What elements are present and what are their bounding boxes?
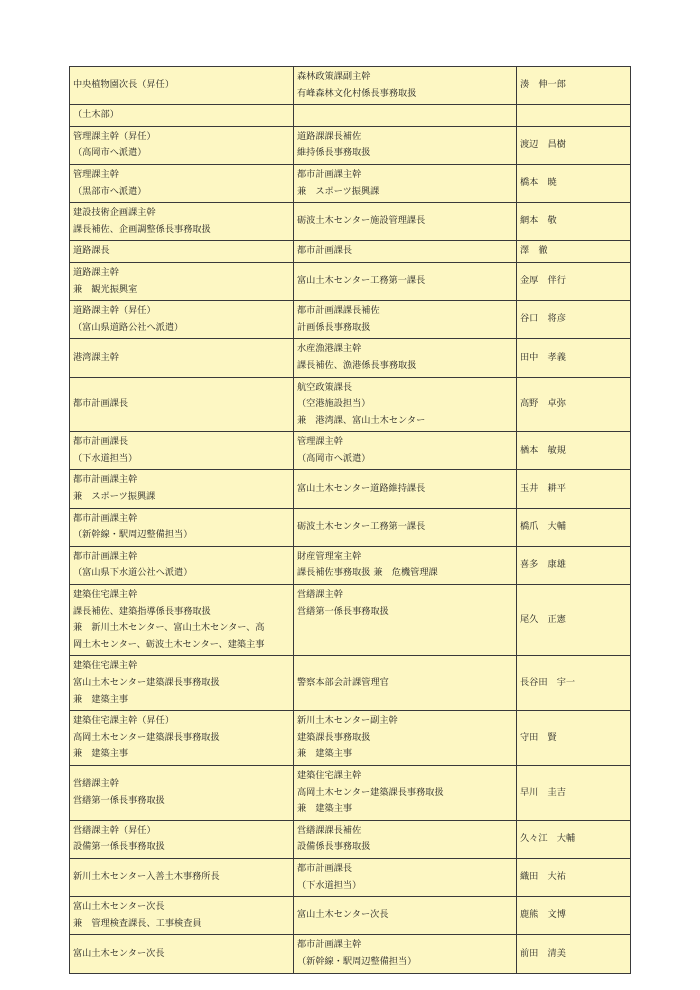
new-position-line: 富山土木センター次長 xyxy=(73,901,165,913)
previous-position-line: 営繕課主幹 xyxy=(297,589,343,601)
new-position-line: 都市計画課主幹 xyxy=(73,474,138,486)
new-position-line: 兼 スポーツ振興課 xyxy=(73,491,156,503)
new-position-line: （土木部） xyxy=(73,109,119,121)
previous-position-line: 課長補佐事務取扱 兼 危機管理課 xyxy=(297,567,438,579)
new-position-line: （新幹線・駅周辺整備担当） xyxy=(73,529,193,541)
new-position-line: （富山県下水道公社へ派遣） xyxy=(73,567,193,579)
previous-position-line: 富山土木センター道路維持課長 xyxy=(297,482,426,494)
previous-position-cell xyxy=(294,585,517,656)
person-name: 前田 清美 xyxy=(520,947,566,959)
table-row xyxy=(70,508,631,546)
person-name: 谷口 将彦 xyxy=(520,313,566,325)
new-position-line: 岡土木センター、砺波土木センター、建築主事 xyxy=(73,638,265,650)
previous-position-line: （高岡市へ派遣） xyxy=(297,452,371,464)
new-position-line: 営繕第一係長事務取扱 xyxy=(73,794,165,806)
new-position-cell xyxy=(70,126,294,164)
new-position-line: 富山土木センター建築課長事務取扱 xyxy=(73,677,220,688)
personnel-table-body xyxy=(70,67,631,974)
previous-position-line: 兼 港湾課、富山土木センター xyxy=(297,414,426,426)
person-name-cell xyxy=(517,765,631,820)
person-name-cell xyxy=(517,935,631,973)
person-name-cell xyxy=(517,858,631,896)
person-name-cell xyxy=(517,126,631,164)
previous-position-line: 計画係長事務取扱 xyxy=(297,321,371,333)
table-row xyxy=(70,203,631,241)
new-position-line: 中央植物園次長（昇任） xyxy=(73,79,175,91)
previous-position-line: 課長補佐、漁港係長事務取扱 xyxy=(297,359,417,371)
new-position-line: 新川土木センター入善土木事務所長 xyxy=(73,871,220,883)
person-name-cell xyxy=(517,656,631,711)
person-name-cell xyxy=(517,301,631,339)
table-row xyxy=(70,126,631,164)
new-position-line: 建設技術企画課主幹 xyxy=(73,207,156,219)
previous-position-line: 警察本部会計課管理官 xyxy=(297,677,389,688)
previous-position-cell xyxy=(294,67,517,105)
new-position-cell xyxy=(70,203,294,241)
person-name: 尾久 正憲 xyxy=(520,613,566,625)
person-name-cell xyxy=(517,820,631,858)
person-name-cell xyxy=(517,377,631,432)
new-position-line: 営繕課主幹（昇任） xyxy=(73,824,156,836)
previous-position-line: 兼 スポーツ振興課 xyxy=(297,185,380,197)
person-name: 喜多 康雄 xyxy=(520,559,566,571)
new-position-cell xyxy=(70,858,294,896)
new-position-cell xyxy=(70,301,294,339)
previous-position-line: （空港施設担当） xyxy=(297,398,371,410)
new-position-cell xyxy=(70,546,294,584)
previous-position-line: （新幹線・駅周辺整備担当） xyxy=(297,955,417,967)
person-name: 渡辺 昌樹 xyxy=(520,139,566,151)
new-position-line: 都市計画課長 xyxy=(73,436,129,448)
table-row xyxy=(70,711,631,766)
previous-position-line: 維持係長事務取扱 xyxy=(297,147,371,159)
person-name-cell xyxy=(517,241,631,263)
previous-position-line: 都市計画課課長補佐 xyxy=(297,305,380,317)
table-row xyxy=(70,765,631,820)
previous-position-cell xyxy=(294,765,517,820)
new-position-line: 都市計画課主幹 xyxy=(73,512,138,524)
new-position-line: 都市計画課長 xyxy=(73,398,129,410)
person-name: 橋爪 大輔 xyxy=(520,520,566,532)
previous-position-cell xyxy=(294,858,517,896)
previous-position-line: 新川土木センター副主幹 xyxy=(297,715,398,727)
person-name: 鹿熊 文博 xyxy=(520,909,566,921)
person-name-cell xyxy=(517,262,631,300)
previous-position-line: 都市計画課長 xyxy=(297,245,353,257)
person-name: 玉井 耕平 xyxy=(520,482,566,494)
previous-position-cell xyxy=(294,508,517,546)
person-name: 湊 伸一郎 xyxy=(520,79,566,91)
new-position-cell xyxy=(70,241,294,263)
table-row xyxy=(70,105,631,127)
new-position-line: 建築住宅課主幹 xyxy=(73,589,138,601)
table-row xyxy=(70,432,631,470)
previous-position-line: 航空政策課長 xyxy=(297,381,353,393)
new-position-line: 道路課長 xyxy=(73,245,110,257)
person-name: 長谷田 宇一 xyxy=(520,677,576,688)
person-name-cell xyxy=(517,585,631,656)
previous-position-line: 道路課課長補佐 xyxy=(297,130,362,142)
previous-position-line: 都市計画課主幹 xyxy=(297,939,362,951)
previous-position-cell xyxy=(294,432,517,470)
table-row xyxy=(70,897,631,935)
new-position-cell xyxy=(70,164,294,202)
previous-position-line: 兼 建築主事 xyxy=(297,748,353,760)
personnel-table xyxy=(69,66,631,974)
person-name: 高野 卓弥 xyxy=(520,398,566,410)
previous-position-line: 砺波土木センター施設管理課長 xyxy=(297,215,426,227)
table-row xyxy=(70,377,631,432)
new-position-cell xyxy=(70,711,294,766)
new-position-line: 兼 建築主事 xyxy=(73,693,129,705)
new-position-cell xyxy=(70,897,294,935)
table-row xyxy=(70,585,631,656)
previous-position-cell xyxy=(294,711,517,766)
table-row xyxy=(70,470,631,508)
previous-position-line: 管理課主幹 xyxy=(297,436,343,448)
table-row xyxy=(70,164,631,202)
person-name-cell xyxy=(517,470,631,508)
new-position-line: （黒部市へ派遣） xyxy=(73,185,147,197)
previous-position-line: 森林政策課副主幹 xyxy=(297,71,371,82)
previous-position-line: 有峰森林文化村係長事務取扱 xyxy=(297,87,417,99)
previous-position-line xyxy=(297,637,513,654)
new-position-line: 設備第一係長事務取扱 xyxy=(73,841,165,853)
new-position-line: 課長補佐、企画調整係長事務取扱 xyxy=(73,223,211,235)
new-position-line: 都市計画課主幹 xyxy=(73,550,138,562)
new-position-line: （下水道担当） xyxy=(73,452,138,464)
previous-position-line: 都市計画課主幹 xyxy=(297,168,362,180)
person-name: 織田 大祐 xyxy=(520,871,566,883)
person-name-cell xyxy=(517,508,631,546)
previous-position-line xyxy=(297,620,513,637)
table-row xyxy=(70,820,631,858)
previous-position-line: 富山土木センター次長 xyxy=(297,909,389,921)
previous-position-line: 建築課長事務取扱 xyxy=(297,731,371,743)
new-position-line: 管理課主幹 xyxy=(73,168,119,180)
table-row xyxy=(70,241,631,263)
previous-position-cell xyxy=(294,105,517,127)
new-position-line: 建築住宅課主幹（昇任） xyxy=(73,715,175,727)
person-name: 網本 敬 xyxy=(520,215,557,227)
previous-position-cell xyxy=(294,656,517,711)
new-position-line: 管理課主幹（昇任） xyxy=(73,130,156,142)
new-position-cell xyxy=(70,585,294,656)
new-position-line: 富山土木センター次長 xyxy=(73,947,165,959)
table-row xyxy=(70,858,631,896)
table-row xyxy=(70,935,631,973)
person-name-cell xyxy=(517,105,631,127)
new-position-cell xyxy=(70,432,294,470)
new-position-line: （高岡市へ派遣） xyxy=(73,147,147,159)
previous-position-line: 富山土木センター工務第一課長 xyxy=(297,275,426,287)
person-name-cell xyxy=(517,203,631,241)
person-name-cell xyxy=(517,164,631,202)
table-row xyxy=(70,301,631,339)
person-name: 楢本 敏規 xyxy=(520,444,566,456)
new-position-cell xyxy=(70,339,294,377)
new-position-line: （富山県道路公社へ派遣） xyxy=(73,321,184,333)
previous-position-cell xyxy=(294,470,517,508)
new-position-cell xyxy=(70,765,294,820)
previous-position-line: 砺波土木センター工務第一課長 xyxy=(297,520,426,532)
table-row xyxy=(70,339,631,377)
table-row xyxy=(70,67,631,105)
new-position-line: 兼 管理検査課長、工事検査員 xyxy=(73,917,202,929)
person-name-cell xyxy=(517,711,631,766)
new-position-line: 兼 新川土木センター、富山土木センター、高 xyxy=(73,622,265,634)
new-position-line: 高岡土木センター建築課長事務取扱 xyxy=(73,731,220,743)
person-name: 田中 孝義 xyxy=(520,351,566,363)
person-name: 澤 徹 xyxy=(520,245,548,257)
person-name-cell xyxy=(517,339,631,377)
new-position-line: 営繕課主幹 xyxy=(73,778,119,790)
previous-position-line: 建築住宅課主幹 xyxy=(297,769,362,781)
person-name-cell xyxy=(517,432,631,470)
new-position-line: 建築住宅課主幹 xyxy=(73,660,138,672)
new-position-line: 兼 観光振興室 xyxy=(73,283,138,295)
person-name: 早川 圭吉 xyxy=(520,786,566,798)
previous-position-cell xyxy=(294,935,517,973)
person-name-cell xyxy=(517,67,631,105)
new-position-cell xyxy=(70,262,294,300)
previous-position-cell xyxy=(294,377,517,432)
new-position-line: 兼 建築主事 xyxy=(73,748,129,760)
new-position-cell xyxy=(70,67,294,105)
new-position-cell xyxy=(70,935,294,973)
new-position-cell xyxy=(70,820,294,858)
new-position-cell xyxy=(70,656,294,711)
previous-position-line: 兼 建築主事 xyxy=(297,803,353,815)
person-name: 金厚 伴行 xyxy=(520,275,566,287)
table-row xyxy=(70,546,631,584)
previous-position-cell xyxy=(294,301,517,339)
person-name: 橋本 暁 xyxy=(520,177,557,189)
new-position-line: 道路課主幹 xyxy=(73,266,119,278)
new-position-line: 道路課主幹（昇任） xyxy=(73,305,156,317)
new-position-cell xyxy=(70,508,294,546)
new-position-line: 港湾課主幹 xyxy=(73,351,119,363)
previous-position-line: （下水道担当） xyxy=(297,879,362,891)
previous-position-line: 営繕課課長補佐 xyxy=(297,824,362,836)
previous-position-cell xyxy=(294,339,517,377)
previous-position-line: 都市計画課長 xyxy=(297,862,353,874)
previous-position-line: 高岡土木センター建築課長事務取扱 xyxy=(297,786,444,798)
previous-position-cell xyxy=(294,203,517,241)
previous-position-cell xyxy=(294,546,517,584)
new-position-line: 課長補佐、建築指導係長事務取扱 xyxy=(73,605,211,617)
person-name: 久々江 大輔 xyxy=(520,833,576,845)
person-name: 守田 賢 xyxy=(520,731,557,743)
person-name-cell xyxy=(517,897,631,935)
previous-position-cell xyxy=(294,262,517,300)
previous-position-cell xyxy=(294,241,517,263)
previous-position-line: 財産管理室主幹 xyxy=(297,550,362,562)
person-name-cell xyxy=(517,546,631,584)
previous-position-line: 設備係長事務取扱 xyxy=(297,841,371,853)
previous-position-cell xyxy=(294,164,517,202)
previous-position-cell xyxy=(294,820,517,858)
previous-position-line: 水産漁港課主幹 xyxy=(297,343,362,355)
table-row xyxy=(70,262,631,300)
new-position-cell xyxy=(70,105,294,127)
previous-position-cell xyxy=(294,126,517,164)
previous-position-line: 営繕第一係長事務取扱 xyxy=(297,605,389,617)
new-position-cell xyxy=(70,470,294,508)
previous-position-cell xyxy=(294,897,517,935)
table-row xyxy=(70,656,631,711)
new-position-cell xyxy=(70,377,294,432)
